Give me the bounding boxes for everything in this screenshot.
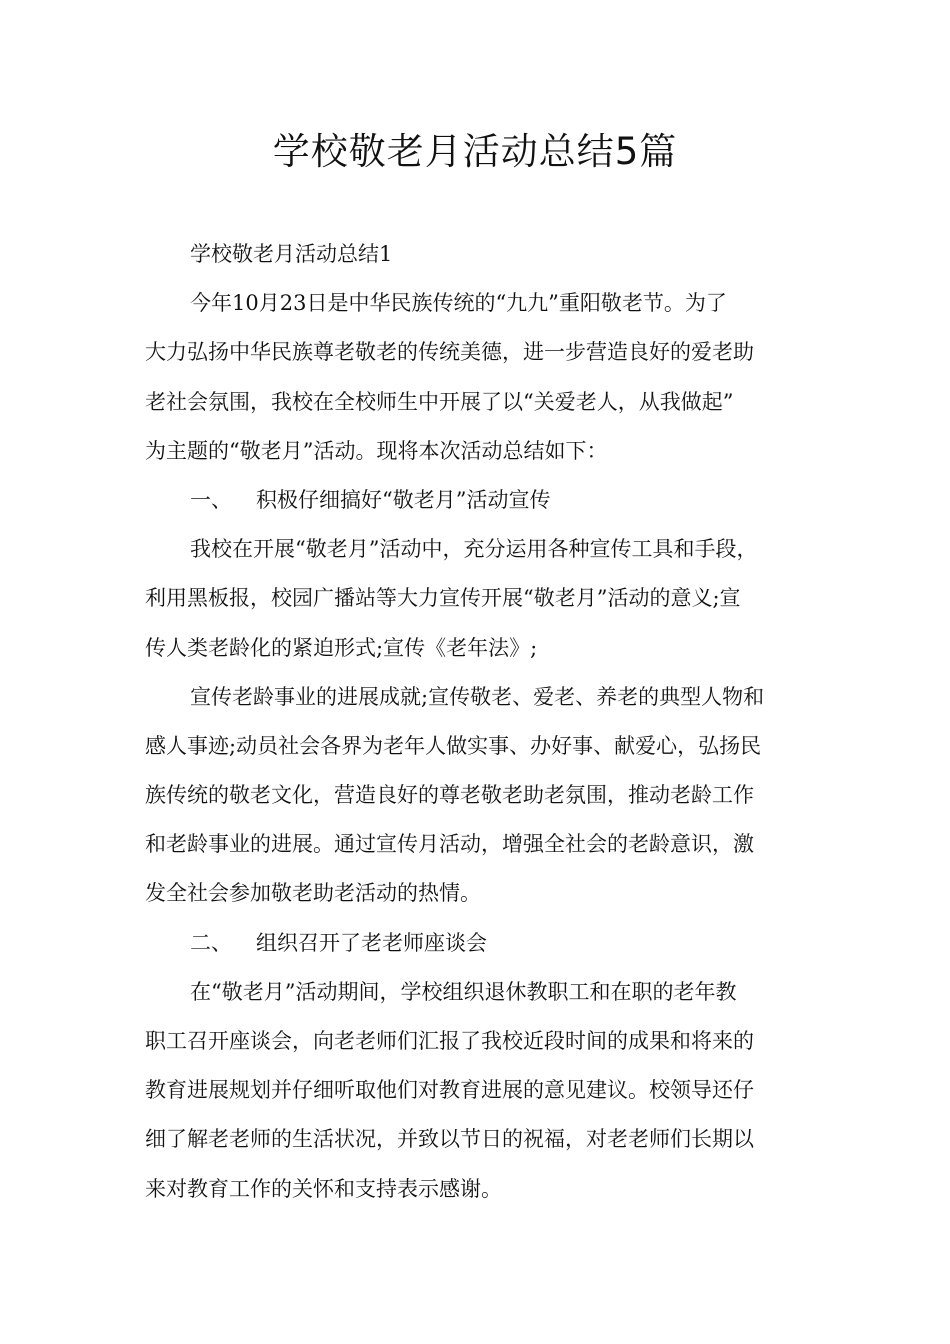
- paragraph-line: 今年10月23日是中华民族传统的“九九”重阳敬老节。为了: [190, 291, 727, 316]
- document-title: 学校敬老月活动总结5篇: [272, 130, 678, 173]
- paragraph-line: 宣传老龄事业的进展成就;宣传敬老、爱老、养老的典型人物和: [190, 684, 765, 709]
- paragraph-line: 利用黑板报，校园广播站等大力宣传开展“敬老月”活动的意义;宣: [145, 586, 741, 611]
- paragraph-line: 教育进展规划并仔细听取他们对教育进展的意见建议。校领导还仔: [145, 1078, 754, 1103]
- subheading-text: 组织召开了老老师座谈会: [256, 930, 487, 955]
- paragraph-line: 来对教育工作的关怀和支持表示感谢。: [145, 1176, 502, 1201]
- subheading-number: 二、: [190, 930, 232, 955]
- paragraph-line: 我校在开展“敬老月”活动中，充分运用各种宣传工具和手段，: [190, 537, 758, 562]
- subheading-line: [145, 919, 817, 968]
- paragraph-line: 大力弘扬中华民族尊老敬老的传统美德，进一步营造良好的爱老助: [145, 340, 754, 365]
- paragraph-line: 和老龄事业的进展。通过宣传月活动，增强全社会的老龄意识，激: [145, 832, 754, 857]
- subheading-text: 积极仔细搞好“敬老月”活动宣传: [256, 487, 551, 512]
- paragraph-line: 在“敬老月”活动期间，学校组织退休教职工和在职的老年教: [190, 979, 737, 1004]
- subheading-number: 一、: [190, 487, 232, 512]
- paragraph-line: 为主题的“敬老月”活动。现将本次活动总结如下：: [145, 438, 608, 463]
- paragraph-line: 老社会氛围，我校在全校师生中开展了以“关爱老人，从我做起”: [145, 389, 734, 414]
- paragraph-line: 细了解老老师的生活状况，并致以节日的祝福，对老老师们长期以: [145, 1127, 754, 1152]
- document-body: [145, 230, 817, 1214]
- paragraph-line: 感人事迹;动员社会各界为老年人做实事、办好事、献爱心，弘扬民: [145, 733, 762, 758]
- paragraph-line: 职工召开座谈会，向老老师们汇报了我校近段时间的成果和将来的: [145, 1029, 754, 1053]
- section-heading: 学校敬老月活动总结1: [190, 242, 393, 266]
- paragraph-line: 发全社会参加敬老助老活动的热情。: [145, 881, 481, 906]
- paragraph-line: 族传统的敬老文化，营造良好的尊老敬老助老氛围，推动老龄工作: [145, 783, 754, 808]
- paragraph-line: 传人类老龄化的紧迫形式;宣传《老年法》;: [145, 635, 538, 660]
- subheading-line: [145, 476, 817, 525]
